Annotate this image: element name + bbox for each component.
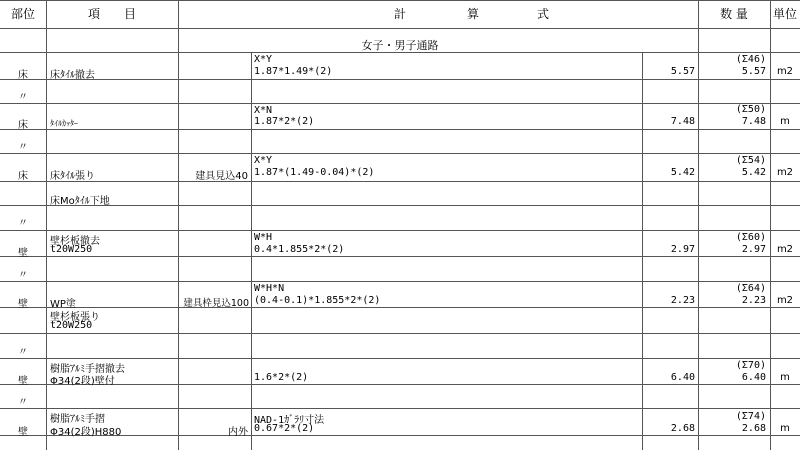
row-formula-label: NAD-1ｶﾞﾗﾘ寸法 <box>254 415 325 426</box>
row-unit: m2 <box>776 295 794 306</box>
row-unit: m <box>780 372 790 383</box>
header-part: 部位 <box>10 7 35 21</box>
row-formula-label: X*Y <box>254 155 273 166</box>
row-subtotal: 6.40 <box>670 372 695 383</box>
row-quantity: 6.40 <box>741 372 766 383</box>
grid-hline <box>0 281 800 282</box>
ditto-mark: 〃 <box>18 397 28 408</box>
grid-vline <box>251 52 252 450</box>
row-formula: 1.6*2*(2) <box>254 372 309 383</box>
row-part: 床 <box>18 70 28 81</box>
row-sigma: (Σ74) <box>735 411 766 422</box>
ditto-mark: 〃 <box>18 142 28 153</box>
grid-hline <box>0 333 800 334</box>
row-formula: (0.4-0.1)*1.855*2*(2) <box>254 295 381 306</box>
row-formula: 1.87*1.49*(2) <box>254 66 333 77</box>
row-part: 壁 <box>18 427 28 438</box>
row-subtotal: 2.97 <box>670 244 695 255</box>
row-formula-label: W*H*N <box>254 283 285 294</box>
grid-hline <box>0 103 800 104</box>
ditto-mark: 〃 <box>18 218 28 229</box>
row-sigma: (Σ46) <box>735 54 766 65</box>
row-formula-label: X*N <box>254 105 273 116</box>
row-formula: 1.87*(1.49-0.04)*(2) <box>254 167 375 178</box>
grid-hline <box>0 256 800 257</box>
row-sigma: (Σ60) <box>735 232 766 243</box>
row-item: WP塗 <box>50 299 76 310</box>
row-part: 壁 <box>18 248 28 259</box>
row-unit: m2 <box>776 244 794 255</box>
row-unit: m2 <box>776 167 794 178</box>
row-note: 建具枠見込100 <box>183 298 249 309</box>
row-unit: m <box>780 423 790 434</box>
grid-hline <box>0 79 800 80</box>
row-item-sub2: t20W250 <box>50 320 93 331</box>
ditto-mark: 〃 <box>18 270 28 281</box>
row-formula: 0.4*1.855*2*(2) <box>254 244 345 255</box>
header-formula-2: 算 <box>466 7 479 21</box>
row-note: 建具見込40 <box>195 171 248 182</box>
row-item: 床ﾀｲﾙ撤去 <box>50 70 95 81</box>
header-formula-1: 計 <box>393 7 406 21</box>
row-subtotal: 2.68 <box>670 423 695 434</box>
grid-hline <box>0 0 800 1</box>
row-formula-label: X*Y <box>254 54 273 65</box>
row-item-sub: t20W250 <box>50 244 93 255</box>
row-subtotal: 7.48 <box>670 116 695 127</box>
grid-hline <box>0 384 800 385</box>
row-sigma: (Σ64) <box>735 283 766 294</box>
ditto-mark: 〃 <box>18 92 28 103</box>
row-subtotal: 2.23 <box>670 295 695 306</box>
row-subtotal: 5.57 <box>670 66 695 77</box>
row-formula-label: W*H <box>254 232 273 243</box>
header-unit: 単位 <box>772 7 797 21</box>
row-item-sub: 壁杉板張り <box>50 312 100 323</box>
grid-hline <box>0 181 800 182</box>
row-subtotal: 5.42 <box>670 167 695 178</box>
row-quantity: 2.23 <box>741 295 766 306</box>
section-title: 女子・男子通路 <box>361 39 439 52</box>
row-item: 床ﾀｲﾙ張り <box>50 171 95 182</box>
row-quantity: 2.97 <box>741 244 766 255</box>
grid-hline <box>0 307 800 308</box>
header-item: 項 目 <box>87 7 136 21</box>
row-item-sub: Φ34(2段)H880 <box>50 427 122 438</box>
grid-vline <box>46 0 47 450</box>
grid-hline <box>0 28 800 29</box>
row-item-sub: 床Moﾀｲﾙ下地 <box>50 196 110 207</box>
grid-hline <box>0 358 800 359</box>
row-part: 床 <box>18 120 28 131</box>
row-part: 壁 <box>18 299 28 310</box>
row-unit: m2 <box>776 66 794 77</box>
row-item: 樹脂ｱﾙﾐ手摺 <box>50 414 105 425</box>
row-part: 床 <box>18 171 28 182</box>
row-part: 壁 <box>18 376 28 387</box>
grid-hline <box>0 129 800 130</box>
row-item: ﾀｲﾙｶｯﾀｰ <box>50 119 78 128</box>
row-quantity: 7.48 <box>741 116 766 127</box>
grid-vline <box>178 0 179 450</box>
row-unit: m <box>780 116 790 127</box>
row-formula: 0.67*2*(2) <box>254 423 315 434</box>
grid-hline <box>0 205 800 206</box>
ditto-mark: 〃 <box>18 347 28 358</box>
row-quantity: 5.42 <box>741 167 766 178</box>
row-sigma: (Σ50) <box>735 104 766 115</box>
row-item: 樹脂ｱﾙﾐ手摺撤去 <box>50 364 125 375</box>
row-sigma: (Σ54) <box>735 155 766 166</box>
grid-hline <box>0 408 800 409</box>
row-formula: 1.87*2*(2) <box>254 116 315 127</box>
row-item-sub: Φ34(2段)壁付 <box>50 376 115 387</box>
grid-hline <box>0 230 800 231</box>
row-quantity: 5.57 <box>741 66 766 77</box>
row-note: 内外 <box>228 427 248 438</box>
row-item: 壁杉板撤去 <box>50 236 100 247</box>
row-quantity: 2.68 <box>741 423 766 434</box>
header-formula-3: 式 <box>536 7 549 21</box>
header-quantity: 数 量 <box>720 7 748 21</box>
row-sigma: (Σ70) <box>735 360 766 371</box>
grid-hline <box>0 153 800 154</box>
